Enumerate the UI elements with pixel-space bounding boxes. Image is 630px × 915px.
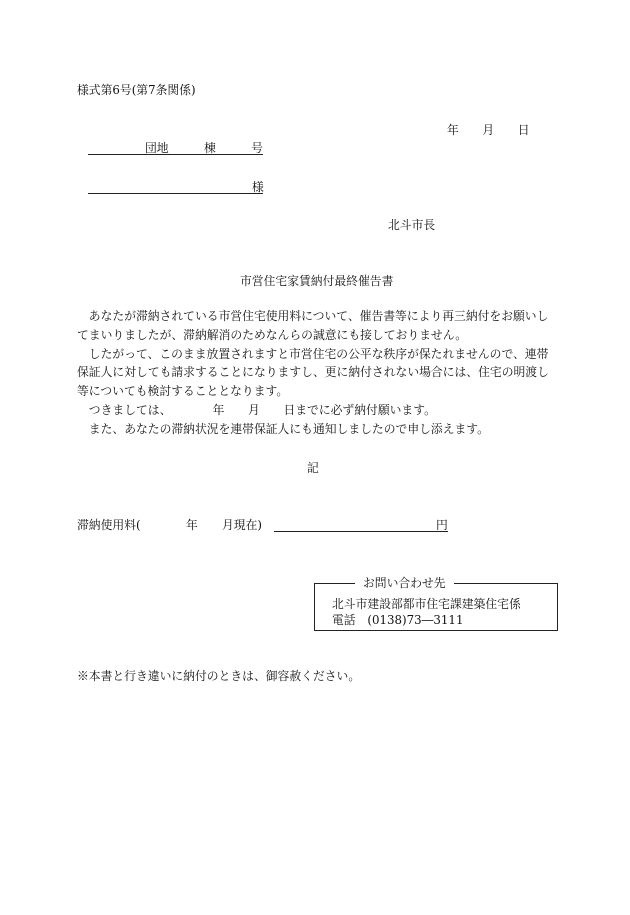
address-line-text: 団地 棟 号	[145, 141, 263, 155]
body-paragraphs	[77, 307, 557, 439]
amount-yen: 円	[436, 518, 448, 532]
amount-month-present: 月現在)	[222, 518, 262, 532]
sender: 北斗市長	[388, 218, 436, 232]
date-line: 年 月 日	[447, 123, 530, 137]
contact-box	[314, 576, 558, 631]
body-line: したがって、このまま放置されますと市営住宅の公平な秩序が保たれませんので、連帯	[77, 346, 549, 361]
recipient-underline	[88, 193, 263, 194]
body-line: てまいりましたが、滞納解消のためなんらの誠意にも接しておりません。	[77, 327, 468, 342]
body-line: あなたが滞納されている市営住宅使用料について、催告書等により再三納付をお願いし	[77, 309, 549, 323]
body-line: 保証人に対しても請求することになりますし、更に納付されない場合には、住宅の明渡し	[77, 365, 549, 380]
contact-legend: お問い合わせ先	[355, 577, 454, 589]
address-underline	[88, 154, 263, 155]
form-number: 様式第6号(第7条関係)	[77, 83, 196, 97]
amount-year: 年	[186, 518, 198, 532]
body-line: つきましては、 年 月 日までに必ず納付願います。	[77, 402, 436, 417]
body-line: 等についても検討することとなります。	[77, 384, 289, 399]
contact-phone: 電話 (0138)73―3111	[332, 613, 464, 627]
recipient-suffix: 様	[252, 180, 264, 194]
document-title: 市営住宅家賃納付最終催告書	[240, 274, 394, 288]
amount-underline	[274, 531, 448, 532]
body-line: また、あなたの滞納状況を連帯保証人にも通知しましたので申し添えます。	[77, 421, 489, 436]
ki-heading: 記	[307, 461, 319, 475]
footnote: ※本書と行き違いに納付のときは、御容赦ください。	[77, 669, 361, 683]
contact-department: 北斗市建設部都市住宅課建築住宅係	[332, 597, 521, 611]
amount-label: 滞納使用料(	[77, 518, 141, 532]
